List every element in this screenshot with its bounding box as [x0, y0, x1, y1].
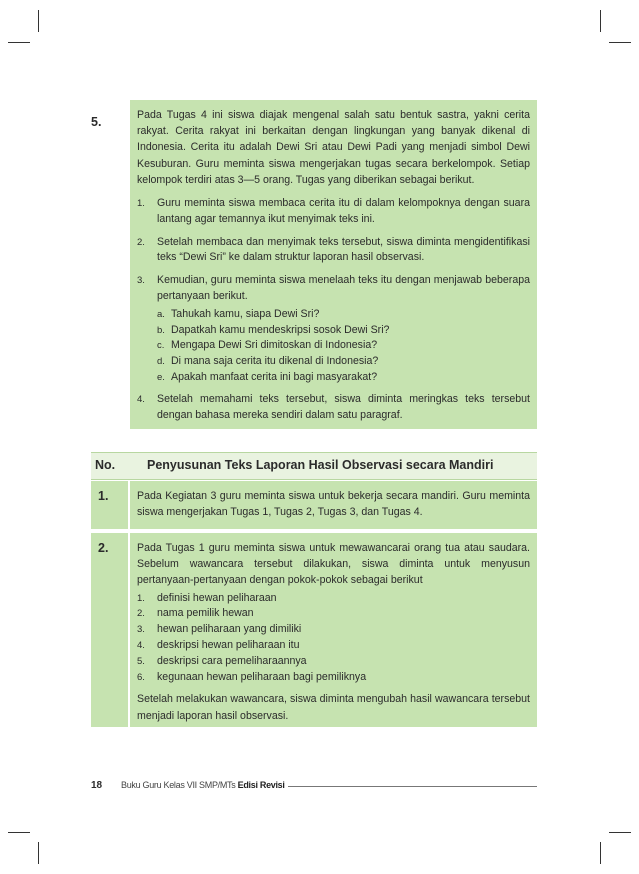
crop-mark	[600, 842, 601, 864]
list-item: e. Apakah manfaat cerita ini bagi masyarakat?	[157, 370, 378, 383]
row1-cell	[130, 481, 537, 529]
column-header-no: No.	[95, 458, 116, 472]
book-title: Buku Guru Kelas VII SMP/MTs	[121, 780, 236, 790]
list-item: 5. deskripsi cara pemeliharaannya	[137, 654, 307, 667]
question-list	[157, 307, 530, 386]
crop-mark	[600, 10, 601, 32]
list-item: 2. nama pemilik hewan	[137, 607, 254, 620]
edition-label: Edisi Revisi	[237, 780, 285, 790]
crop-mark	[609, 832, 631, 833]
row-number-cell	[91, 533, 128, 727]
row-number: 2.	[98, 541, 109, 555]
table-title: Penyusunan Teks Laporan Hasil Observasi secara Mandiri	[147, 458, 494, 472]
crop-mark	[8, 832, 30, 833]
crop-mark	[38, 842, 39, 864]
crop-mark	[38, 10, 39, 32]
list-item: c. Mengapa Dewi Sri dimitoskan di Indonesia?	[157, 339, 378, 352]
row-number: 1.	[98, 489, 109, 503]
list-item: 3. Kemudian, guru meminta siswa menelaah teks itu dengan menjawab beberapa pertanyaan berikut.	[137, 274, 530, 302]
crop-mark	[609, 42, 631, 43]
row2-closing: Setelah melakukan wawancara, siswa diminta mengubah hasil wawancara tersebut menjadi laporan hasil observasi.	[137, 693, 530, 722]
task5-intro: Pada Tugas 4 ini siswa diajak mengenal salah satu bentuk sastra, yakni cerita rakyat. Cerita rakyat ini berkaitan dengan lingkungan yang banyak dikenal di Indonesia. Cerita itu adalah Dewi Sri atau Dewi Padi yang menjadi simbol Dewi Kesuburan. Guru meminta siswa mengerjakan tugas secara berkelompok. Setiap kelompok terdiri atas 3—5 orang. Tugas yang diberikan sebagai berikut.	[137, 109, 530, 186]
row2-cell	[130, 533, 537, 727]
footer-book-title	[121, 780, 285, 790]
list-item: 4. Setelah memahami teks tersebut, siswa diminta meringkas teks tersebut dengan bahasa mereka sendiri dalam satu paragraf.	[137, 392, 530, 421]
question-list-wrapper	[137, 307, 530, 386]
table-header	[91, 452, 537, 480]
list-item: 4. deskripsi hewan peliharaan itu	[137, 639, 300, 651]
task5-steps	[137, 196, 530, 423]
list-item: 1. Guru meminta siswa membaca cerita itu di dalam kelompoknya dengan suara lantang agar temannya ikut menyimak teks ini.	[137, 197, 530, 225]
footer-divider	[288, 786, 537, 787]
list-item: 1. definisi hewan peliharaan	[137, 591, 277, 604]
list-item: 2. Setelah membaca dan menyimak teks tersebut, siswa diminta mengidentifikasi teks “Dewi Sri” ke dalam struktur laporan hasil observasi.	[137, 235, 530, 264]
row-number: 5.	[91, 115, 102, 129]
crop-mark	[8, 42, 30, 43]
row2-intro: Pada Tugas 1 guru meminta siswa untuk mewawancarai orang tua atau saudara. Sebelum wawancara tersebut dilakukan, siswa diminta untuk menyusun pertanyaan-pertanyaan dengan pokok-pokok sebagai berikut	[137, 542, 530, 587]
interview-topics	[137, 591, 530, 686]
row1-text: Pada Kegiatan 3 guru meminta siswa untuk bekerja secara mandiri. Guru meminta siswa mengerjakan Tugas 1, Tugas 2, Tugas 3, dan Tugas 4.	[137, 490, 530, 519]
task5-cell	[130, 100, 537, 429]
list-item: a. Tahukah kamu, siapa Dewi Sri?	[157, 307, 320, 320]
list-item: b. Dapatkah kamu mendeskripsi sosok Dewi Sri?	[157, 323, 390, 336]
list-item: d. Di mana saja cerita itu dikenal di Indonesia?	[157, 355, 379, 368]
list-item: 6. kegunaan hewan peliharaan bagi pemiliknya	[137, 670, 367, 683]
page-number: 18	[91, 780, 103, 791]
list-item: 3. hewan peliharaan yang dimiliki	[137, 623, 302, 636]
